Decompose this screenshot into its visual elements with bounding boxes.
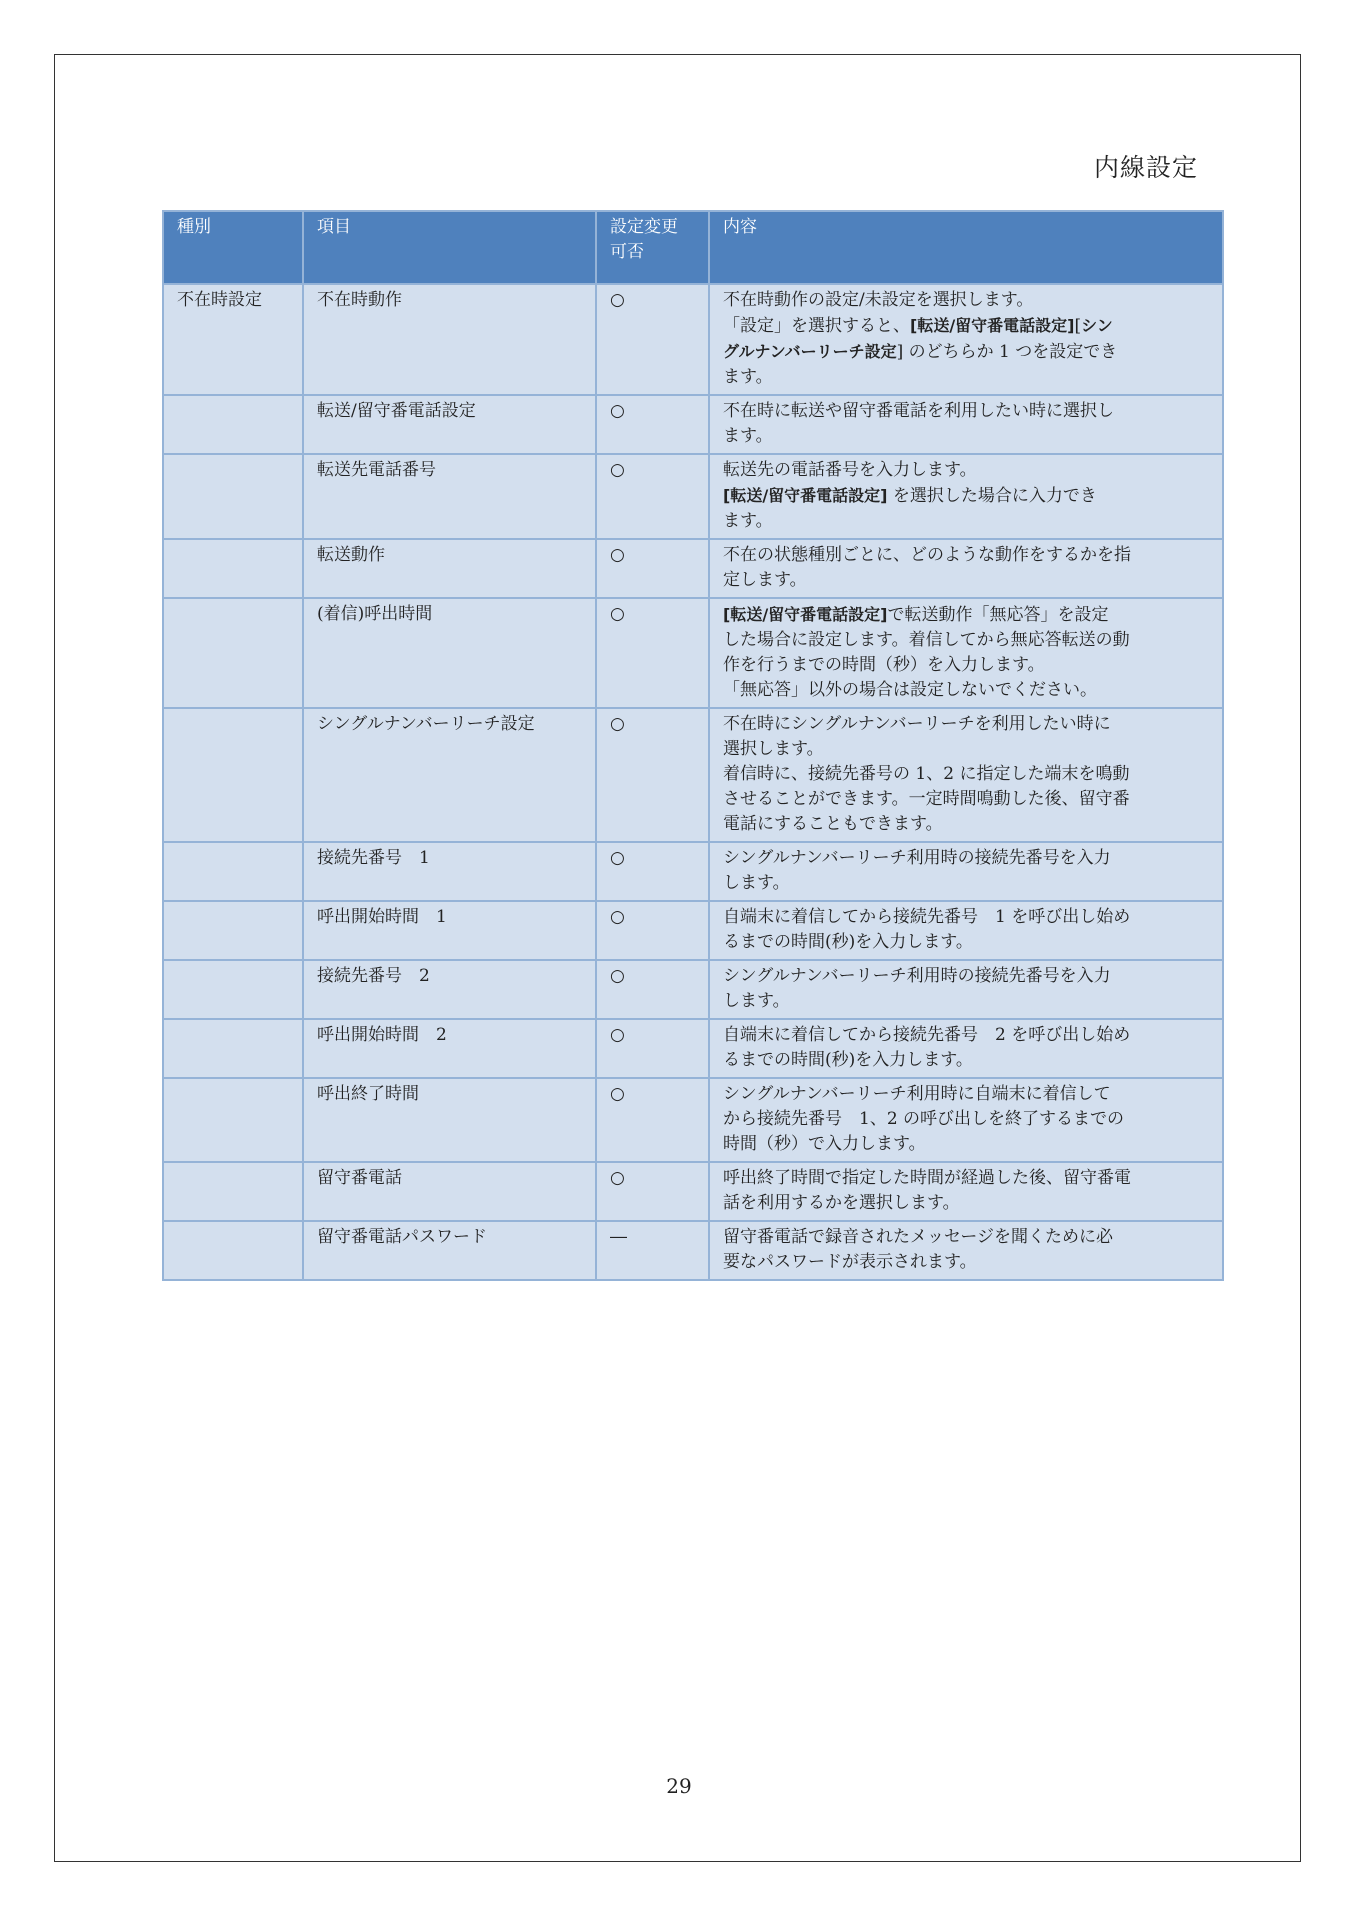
content-line [723, 737, 1212, 762]
content-text: 要なパスワードが表示されます。 [723, 1252, 977, 1272]
bold-reference: [転送/留守番電話設定] [910, 316, 1075, 335]
row-item: 接続先番号 2 [303, 960, 596, 1019]
header-label: 内容 [723, 217, 757, 237]
row-changeable-mark: ○ [596, 284, 709, 395]
content-text: シングルナンバーリーチ利用時の接続先番号を入力 [723, 848, 1111, 868]
row-changeable-mark: ― [596, 1221, 709, 1280]
table-row [163, 842, 1223, 901]
row-category [163, 1078, 303, 1162]
row-content [709, 960, 1223, 1019]
content-line [723, 424, 1212, 449]
content-text: で転送動作「無応答」を設定 [887, 605, 1109, 625]
table-body [163, 284, 1223, 1280]
content-text: 選択します。 [723, 739, 824, 759]
content-line [723, 543, 1212, 568]
content-text: 時間（秒）で入力します。 [723, 1134, 926, 1154]
page-number: 29 [666, 1774, 692, 1798]
row-changeable-mark: ○ [596, 842, 709, 901]
table-row [163, 284, 1223, 395]
row-item: (着信)呼出時間 [303, 598, 596, 708]
row-changeable-mark: ○ [596, 454, 709, 539]
row-category [163, 901, 303, 960]
row-changeable-mark: ○ [596, 708, 709, 842]
table-row [163, 901, 1223, 960]
row-item: 転送先電話番号 [303, 454, 596, 539]
content-line [723, 964, 1212, 989]
content-text: 自端末に着信してから接続先番号 2 を呼び出し始め [723, 1025, 1131, 1045]
table-row [163, 1019, 1223, 1078]
content-line [723, 628, 1212, 653]
table-row [163, 598, 1223, 708]
content-line [723, 509, 1212, 534]
content-text: 「設定」を選択すると、 [723, 316, 910, 336]
content-text: します。 [723, 873, 790, 893]
content-line [723, 483, 1212, 509]
row-content [709, 395, 1223, 454]
row-content [709, 598, 1223, 708]
row-category: 不在時設定 [163, 284, 303, 395]
content-line [723, 1132, 1212, 1157]
content-line [723, 365, 1212, 390]
row-item: 呼出開始時間 1 [303, 901, 596, 960]
row-changeable-mark: ○ [596, 1162, 709, 1221]
content-line [723, 1166, 1212, 1191]
content-line [723, 846, 1212, 871]
content-text: 電話にすることもできます。 [723, 814, 943, 834]
table-row [163, 708, 1223, 842]
content-line [723, 288, 1212, 313]
content-line [723, 313, 1212, 339]
table-row [163, 454, 1223, 539]
content-line [723, 905, 1212, 930]
content-text: 不在時にシングルナンバーリーチを利用したい時に [723, 714, 1111, 734]
bold-reference: [転送/留守番電話設定] [723, 605, 888, 624]
row-category [163, 708, 303, 842]
content-text: 作を行うまでの時間（秒）を入力します。 [723, 655, 1045, 675]
content-line [723, 930, 1212, 955]
content-line [723, 871, 1212, 896]
content-line [723, 1250, 1212, 1275]
content-text: ます。 [723, 511, 773, 531]
row-content [709, 1162, 1223, 1221]
header-label: 可否 [610, 242, 644, 262]
row-item: 不在時動作 [303, 284, 596, 395]
content-line [723, 458, 1212, 483]
header-changeable [596, 211, 709, 284]
table-row [163, 395, 1223, 454]
row-category [163, 1162, 303, 1221]
bold-reference: グルナンバーリーチ設定 [723, 342, 897, 361]
row-changeable-mark: ○ [596, 395, 709, 454]
table-row [163, 960, 1223, 1019]
table-row [163, 539, 1223, 598]
content-line [723, 568, 1212, 593]
content-line [723, 653, 1212, 678]
header-label: 種別 [177, 217, 211, 237]
content-text: から接続先番号 1、2 の呼び出しを終了するまでの [723, 1109, 1125, 1129]
content-text: 転送先の電話番号を入力します。 [723, 460, 977, 480]
table-row [163, 1162, 1223, 1221]
content-line [723, 339, 1212, 365]
row-category [163, 539, 303, 598]
content-text: 定します。 [723, 570, 807, 590]
header-label: 設定変更 [610, 217, 678, 237]
row-content [709, 1221, 1223, 1280]
table-header-row [163, 211, 1223, 284]
content-line [723, 1191, 1212, 1216]
content-text: るまでの時間(秒)を入力します。 [723, 1050, 973, 1070]
settings-table [162, 210, 1224, 1281]
row-content [709, 708, 1223, 842]
row-category [163, 1019, 303, 1078]
content-line [723, 1048, 1212, 1073]
row-changeable-mark: ○ [596, 1019, 709, 1078]
row-item: 転送動作 [303, 539, 596, 598]
content-line [723, 1107, 1212, 1132]
content-text: します。 [723, 991, 790, 1011]
content-text: させることができます。一定時間鳴動した後、留守番 [723, 789, 1130, 809]
content-text: シングルナンバーリーチ利用時に自端末に着信して [723, 1084, 1111, 1104]
row-content [709, 1078, 1223, 1162]
content-text: 呼出終了時間で指定した時間が経過した後、留守番電 [723, 1168, 1131, 1188]
content-text: した場合に設定します。着信してから無応答転送の動 [723, 630, 1130, 650]
row-category [163, 598, 303, 708]
content-line [723, 1225, 1212, 1250]
row-category [163, 395, 303, 454]
row-content [709, 901, 1223, 960]
row-item: 転送/留守番電話設定 [303, 395, 596, 454]
row-item: 呼出終了時間 [303, 1078, 596, 1162]
header-category [163, 211, 303, 284]
content-text: ます。 [723, 426, 773, 446]
row-changeable-mark: ○ [596, 901, 709, 960]
content-line [723, 712, 1212, 737]
row-content [709, 539, 1223, 598]
content-line [723, 1023, 1212, 1048]
row-changeable-mark: ○ [596, 539, 709, 598]
content-text: 不在時動作の設定/未設定を選択します。 [723, 290, 1034, 310]
content-text: [ [1074, 316, 1082, 336]
bold-reference: シン [1081, 316, 1113, 335]
row-category [163, 454, 303, 539]
header-content [709, 211, 1223, 284]
row-item: 呼出開始時間 2 [303, 1019, 596, 1078]
content-text: ] のどちらか 1 つを設定でき [896, 342, 1118, 362]
content-text: 話を利用するかを選択します。 [723, 1193, 960, 1213]
content-text: 自端末に着信してから接続先番号 1 を呼び出し始め [723, 907, 1131, 927]
row-content [709, 1019, 1223, 1078]
row-content [709, 454, 1223, 539]
content-line [723, 678, 1212, 703]
table-row [163, 1221, 1223, 1280]
table-row [163, 1078, 1223, 1162]
content-text: 不在の状態種別ごとに、どのような動作をするかを指 [723, 545, 1131, 565]
row-changeable-mark: ○ [596, 960, 709, 1019]
row-item: 接続先番号 1 [303, 842, 596, 901]
row-changeable-mark: ○ [596, 598, 709, 708]
content-text: を選択した場合に入力でき [887, 486, 1097, 506]
content-line [723, 787, 1212, 812]
row-category [163, 960, 303, 1019]
content-text: 「無応答」以外の場合は設定しないでください。 [723, 680, 1097, 700]
content-text: 留守番電話で録音されたメッセージを聞くために必 [723, 1227, 1113, 1247]
row-item: 留守番電話パスワード [303, 1221, 596, 1280]
header-label: 項目 [317, 217, 351, 237]
content-line [723, 989, 1212, 1014]
row-content [709, 284, 1223, 395]
bold-reference: [転送/留守番電話設定] [723, 486, 888, 505]
row-content [709, 842, 1223, 901]
content-text: 不在時に転送や留守番電話を利用したい時に選択し [723, 401, 1114, 421]
row-changeable-mark: ○ [596, 1078, 709, 1162]
content-text: シングルナンバーリーチ利用時の接続先番号を入力 [723, 966, 1111, 986]
content-line [723, 399, 1212, 424]
content-text: 着信時に、接続先番号の 1、2 に指定した端末を鳴動 [723, 764, 1130, 784]
content-line [723, 602, 1212, 628]
header-item [303, 211, 596, 284]
content-text: るまでの時間(秒)を入力します。 [723, 932, 973, 952]
content-text: ます。 [723, 367, 773, 387]
row-item: 留守番電話 [303, 1162, 596, 1221]
row-category [163, 842, 303, 901]
page-heading: 内線設定 [1093, 153, 1198, 182]
row-item: シングルナンバーリーチ設定 [303, 708, 596, 842]
content-line [723, 762, 1212, 787]
row-category [163, 1221, 303, 1280]
content-line [723, 812, 1212, 837]
content-line [723, 1082, 1212, 1107]
